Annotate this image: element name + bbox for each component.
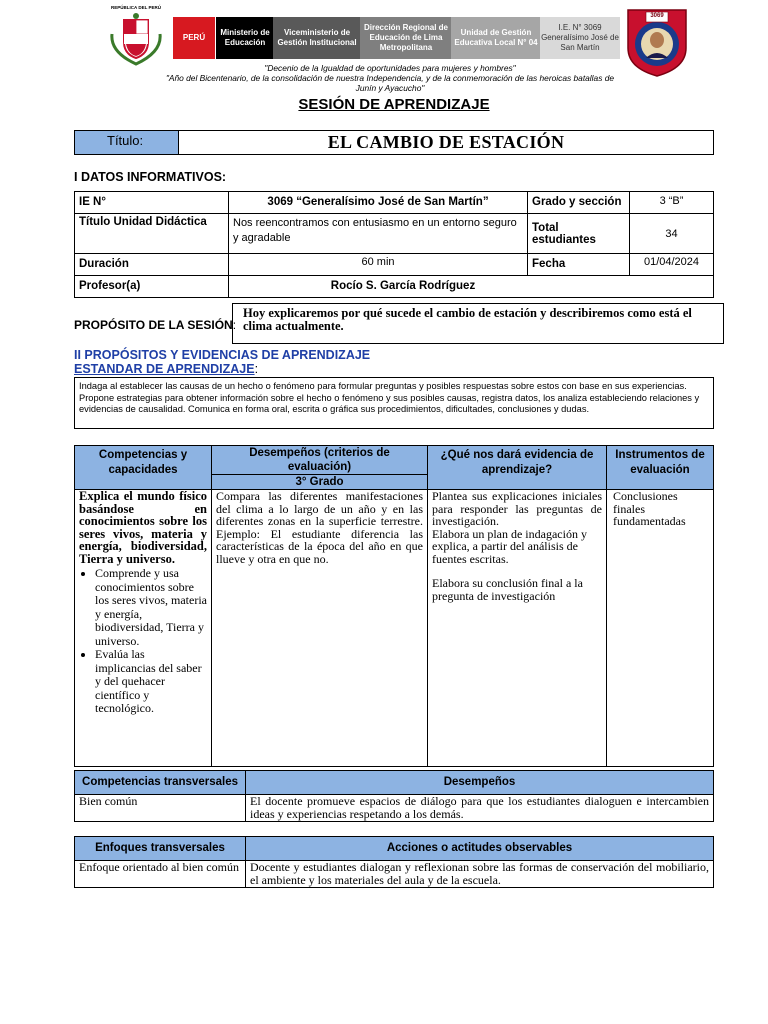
enfoque-header: Enfoques transversales (75, 837, 246, 861)
evidencia-1: Plantea sus explicaciones iniciales para responder las preguntas de investigación. (432, 489, 602, 528)
section-datos-heading: I DATOS INFORMATIVOS: (74, 170, 227, 184)
competencia-cell (75, 490, 212, 767)
grado-value: 3 “B” (630, 192, 714, 214)
total-value: 34 (630, 214, 714, 254)
decenio-quote: "Decenio de la Igualdad de oportunidades para mujeres y hombres" (264, 63, 516, 73)
bicentenario-quote: "Año del Bicentenario, de la consolidación de nuestra Independencia, y de la conmemoración de las heroicas batallas de Junín y Ayacucho" (165, 73, 615, 93)
acciones-header: Acciones o actitudes observables (246, 837, 714, 861)
title-label: Título: (75, 131, 179, 154)
proposito-colon: : (232, 318, 237, 332)
estandar-heading (74, 362, 258, 376)
desemp-header: Desempeños (criterios de evaluación) (212, 446, 428, 475)
peru-coat-of-arms (100, 4, 172, 68)
duracion-label: Duración (75, 254, 229, 276)
capacidades-list (79, 567, 207, 716)
viceministerio-label: Viceministerio de Gestión Institucional (273, 17, 361, 59)
desempeno-cell: Compara las diferentes manifestaciones del clima a lo largo de un año y en las diferentes zonas en la superficie terrestre. Ejemplo: El estudiante diferencia las características de la época del año en que llueve y otra en que no. (212, 490, 428, 767)
unidad-value: Nos reencontramos con entusiasmo en un entorno seguro y agradable (229, 214, 528, 254)
estandar-box: Indaga al establecer las causas de un hecho o fenómeno para formular preguntas y posibles respuestas sobre estos con base en sus experiencias. Propone estrategias para obtener información sobre el hecho o fenómeno y sus posibles causas, registra datos, los analiza estableciendo relaciones y evidencias de causalidad. Comunica en forma oral, escrita o gráfica sus procedimientos, dificultades, conclusiones y dudas. (74, 377, 714, 429)
capacidad-item: • Comprende y usa conocimientos sobre los seres vivos, materia y energía, biodiversidad, Tierra y universo. (95, 567, 207, 648)
instr-header: Instrumentos de evaluación (607, 446, 714, 490)
estandar-label: ESTANDAR DE APRENDIZAJE (74, 362, 255, 376)
direccion-label: Dirección Regional de Educación de Lima Metropolitana (360, 17, 452, 59)
transv-desemp: El docente promueve espacios de diálogo para que los estudiantes dialoguen e intercambien ideas y experiencias respetando a los demás. (246, 795, 714, 822)
session-title: EL CAMBIO DE ESTACIÓN (327, 132, 565, 152)
comp-header: Competencias y capacidades (75, 446, 212, 490)
ie-label-line1: I.E. N° 3069 (558, 23, 602, 32)
acciones-value: Docente y estudiantes dialogan y reflexionan sobre las formas de conservación del mobiliario, el ambiente y los materiales del aula y de la escuela. (246, 861, 714, 888)
title-row (74, 130, 714, 155)
enfoque-value: Enfoque orientado al bien común (75, 861, 246, 888)
transversales-table (74, 770, 714, 822)
enfoques-table (74, 836, 714, 888)
evidencia-cell (428, 490, 607, 767)
total-label: Total estudiantes (528, 214, 630, 254)
proposito-label: PROPÓSITO DE LA SESIÓN (74, 318, 233, 332)
duracion-value: 60 min (229, 254, 528, 276)
grado-header: 3° Grado (212, 475, 428, 490)
transv-desemp-header: Desempeños (246, 771, 714, 795)
evidencia-3: Elabora su conclusión final a la pregunta de investigación (432, 576, 583, 603)
proposito-heading (74, 318, 236, 332)
ugel-label: Unidad de Gestión Educativa Local N° 04 (451, 17, 541, 59)
competencia-text: Explica el mundo físico basándose en conocimientos sobre los seres vivos, materia y energía, biodiversidad, Tierra y universo. (79, 489, 207, 566)
peru-shield-text: REPÚBLICA DEL PERÚ (110, 5, 161, 10)
school-badge (624, 4, 690, 78)
ie-label-box (540, 17, 620, 59)
evidencia-2: Elabora un plan de indagación y explica, a partir del análisis de fuentes escritas. (432, 526, 587, 566)
capacidad-item: • Evalúa las implicancias del saber y del quehacer científico y tecnológico. (95, 648, 207, 716)
unidad-label: Título Unidad Didáctica (75, 214, 229, 254)
grado-label: Grado y sección (528, 192, 630, 214)
instrumento-cell: Conclusiones finales fundamentadas (607, 490, 714, 767)
profesor-value: Rocío S. García Rodríguez (229, 276, 714, 298)
transv-comp-header: Competencias transversales (75, 771, 246, 795)
fecha-value: 01/04/2024 (630, 254, 714, 276)
info-table (74, 191, 714, 298)
ministerio-label: Ministerio de Educación (216, 17, 274, 59)
proposito-box: Hoy explicaremos por qué sucede el cambio de estación y describiremos como está el clima actualmente. (232, 303, 724, 344)
ie-value: 3069 “Generalísimo José de San Martín” (229, 192, 528, 214)
peru-label: PERÚ (173, 17, 215, 59)
estandar-colon: : (254, 362, 259, 376)
ie-label: IE N° (75, 192, 229, 214)
fecha-label: Fecha (528, 254, 630, 276)
section-propositos-heading: II PROPÓSITOS Y EVIDENCIAS DE APRENDIZAJE (74, 348, 371, 362)
transv-comp: Bien común (75, 795, 246, 822)
badge-number: 3069 (650, 13, 664, 19)
profesor-label: Profesor(a) (75, 276, 229, 298)
competencias-table (74, 445, 714, 767)
document-title: SESIÓN DE APRENDIZAJE (298, 96, 490, 113)
evid-header: ¿Qué nos dará evidencia de aprendizaje? (428, 446, 607, 490)
ie-label-line2: Generalísimo José de San Martín (541, 33, 619, 52)
